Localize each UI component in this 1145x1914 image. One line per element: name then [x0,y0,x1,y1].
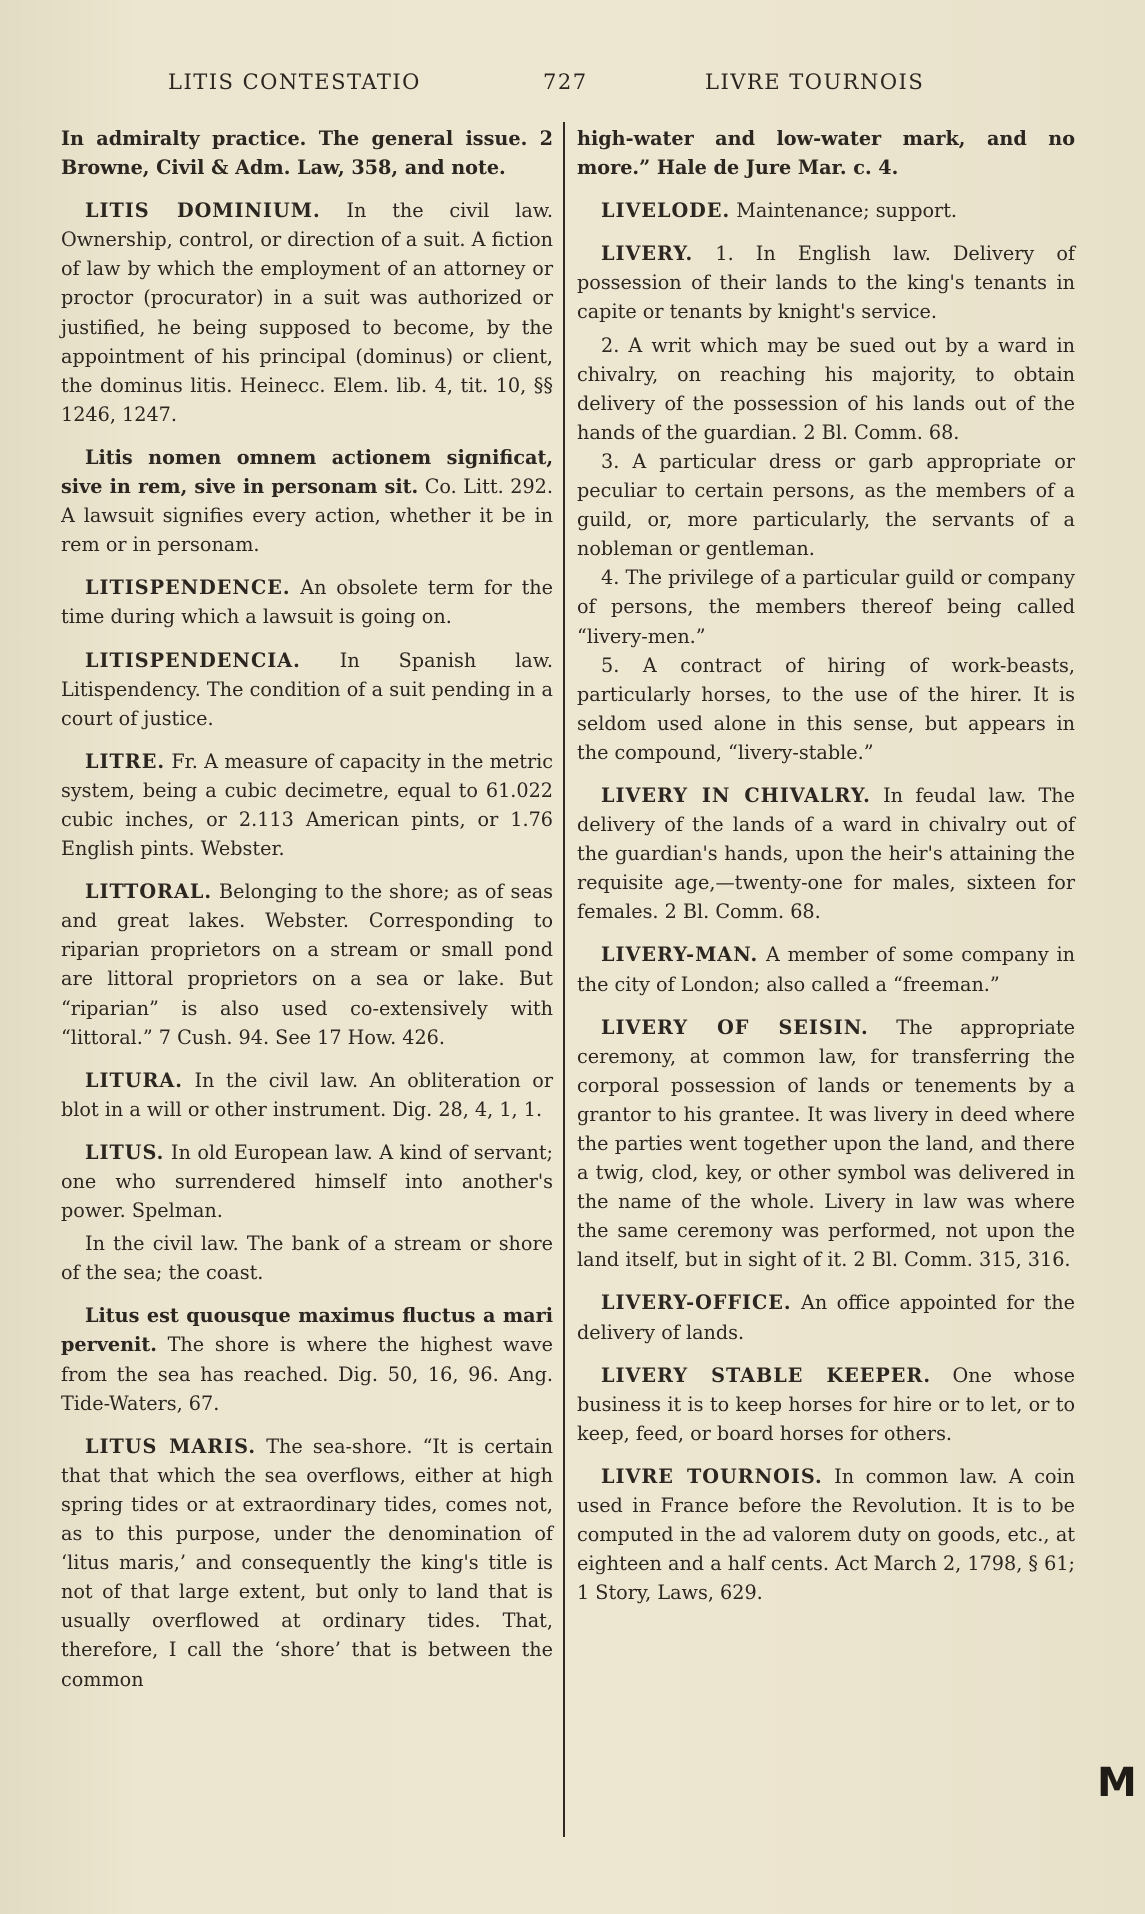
definition: In old European law. A kind of servant; one who surrendered himself into another's power. Spelman. [61,1140,553,1223]
definition: In the civil law. An obliteration or blot in a will or other instrument. Dig. 28, 4, 1, 1. [61,1068,553,1121]
entry-litis-dominium [61,196,553,429]
definition: The appropriate ceremony, at common law, for transferring the corporal possession of lands or tenements by a grantor to his grantee. It was livery in deed where the parties went together upon the land, and there a twig, clod, key, or other symbol was delivered in the name of the whole. Livery in law was where the same ceremony was performed, not upon the land itself, but in sight of it. 2 Bl. Comm. 315, 316. [577,1015,1075,1272]
entry-livery-stable-keeper [577,1361,1075,1448]
headword: LIVERY. [601,242,694,266]
entry-livery-man [577,940,1075,998]
continued-entry-text: high-water and low-water mark, and no more.” Hale de Jure Mar. c. 4. [577,127,1075,180]
continued-entry-text: In admiralty practice. The general issue. 2 Browne, Civil & Adm. Law, 358, and note. [61,127,553,180]
definition: In the civil law. Ownership, control, or direction of a suit. A fiction of law by which the employment of an attorney or proctor (procurator) in a suit was authorized or justified, he being supposed to become, by the appointment of his principal (dominus) or client, the dominus litis. Heinecc. Elem. lib. 4, tit. 10, §§ 1246, 1247. [61,199,553,426]
entry-litus-maris [61,1432,553,1694]
headword: LITISPENDENCE. [85,576,291,600]
entry-livery-sense-3: 3. A particular dress or garb appropriate or peculiar to certain persons, as the members of a guild, or, more particularly, the servants of a nobleman or gentleman. [577,449,1075,561]
definition: In feudal law. The delivery of the lands of a ward in chivalry out of the guardian's hands, upon the heir's attaining the requisite age,—twenty-one for males, sixteen for females. 2 Bl. Comm. 68. [577,783,1075,924]
entry-littoral [61,877,553,1052]
definition: 1. In English law. Delivery of possession of their lands to the king's tenants in capite or tenants by knight's service. [577,242,1075,324]
entry-livery-in-chivalry [577,781,1075,926]
running-header [0,70,1145,100]
definition: Co. Litt. 292. A lawsuit signifies every action, whether it be in rem or in personam. [61,475,553,557]
headword: LITTORAL. [85,880,213,904]
entry-livery [577,239,1075,326]
entry-litre [61,747,553,863]
entry-livery-of-seisin [577,1013,1075,1275]
maxim: Litis nomen omnem actionem significat, sive in rem, sive in personam sit. [61,445,553,499]
definition: In common law. A coin used in France before the Revolution. It is to be computed in the ad valorem duty on goods, etc., at eighteen and a half cents. Act March 2, 1798, § 61; 1 Story, Laws, 629. [577,1464,1076,1605]
page-number: 727 [543,70,588,94]
definition: Maintenance; support. [730,199,958,223]
headword: LIVERY-MAN. [601,943,759,967]
entry-litispendence [61,573,553,631]
thumb-index-letter: M [1097,1760,1137,1806]
definition: Belonging to the shore; as of seas and great lakes. Webster. Corresponding to riparian proprietors on a stream or small pond are littoral proprietors on a sea or lake. But “riparian” is also used co-extensively with “littoral.” 7 Cush. 94. See 17 How. 426. [61,880,553,1049]
entry-livery-sense-4: 4. The privilege of a particular guild or company of persons, the members thereof being called “livery-men.” [577,566,1075,648]
entry-litus-est [61,1301,553,1417]
headword: LIVELODE. [601,199,731,223]
headword: LIVERY-OFFICE. [601,1291,792,1315]
headword: LITUS. [85,1140,165,1164]
definition: An obsolete term for the time during which a lawsuit is going on. [61,576,553,629]
entry-litus-sense-2: In the civil law. The bank of a stream or shore of the sea; the coast. [61,1232,553,1285]
definition: The sea-shore. “It is certain that that which the sea overflows, either at high spring tides or at extraordinary tides, comes not, as to this purpose, under the denomination of ‘litus maris,’ and consequently the king's title is not of that large extent, but only to land that is usually overflowed at ordinary tides. That, therefore, I call the ‘shore’ that is between the common [61,1434,553,1691]
definition: An office appointed for the delivery of lands. [577,1291,1075,1344]
headword: LIVRE TOURNOIS. [601,1464,823,1488]
definition: Fr. A measure of capacity in the metric system, being a cubic decimetre, equal to 61.022 cubic inches, or 2.113 American pints, or 1.76 English pints. Webster. [61,749,553,861]
maxim: Litus est quousque maximus fluctus a mari pervenit. [61,1304,553,1357]
headword: LITISPENDENCIA. [85,648,301,672]
definition: A member of some company in the city of London; also called a “freeman.” [577,943,1075,996]
column-divider [563,122,565,1837]
entry-livery-sense-2: 2. A writ which may be sued out by a ward in chivalry, on reaching his majority, to obtain delivery of the possession of his lands out of the hands of the guardian. 2 Bl. Comm. 68. [577,333,1075,444]
headword: LIVERY STABLE KEEPER. [601,1363,932,1387]
entry-livre-tournois [577,1462,1075,1607]
entry-livery-office [577,1288,1075,1346]
entry-litis-nomen [61,443,553,559]
header-first-term: LITIS CONTESTATIO [168,70,421,94]
right-column [577,124,1075,1621]
headword: LITIS DOMINIUM. [85,199,321,223]
headword: LITRE. [85,749,165,773]
entry-litispendencia [61,646,553,733]
entry-livelode [577,196,1075,225]
left-column [61,124,553,1708]
headword: LITURA. [85,1068,183,1092]
header-last-term: LIVRE TOURNOIS [705,70,925,94]
entry-litura [61,1066,553,1124]
definition: The shore is where the highest wave from the sea has reached. Dig. 50, 16, 96. Ang. Tide-Waters, 67. [61,1333,553,1415]
headword: LIVERY OF SEISIN. [601,1015,869,1039]
headword: LIVERY IN CHIVALRY. [601,783,871,807]
definition: One whose business it is to keep horses for hire or to let, or to keep, feed, or board horses for others. [577,1363,1075,1445]
headword: LITUS MARIS. [85,1434,257,1458]
entry-litus [61,1138,553,1225]
definition: In Spanish law. Litispendency. The condition of a suit pending in a court of justice. [61,648,553,730]
entry-livery-sense-5: 5. A contract of hiring of work-beasts, particularly horses, to the use of the hirer. It is seldom used alone in this sense, but appears in the compound, “livery-stable.” [577,653,1075,764]
